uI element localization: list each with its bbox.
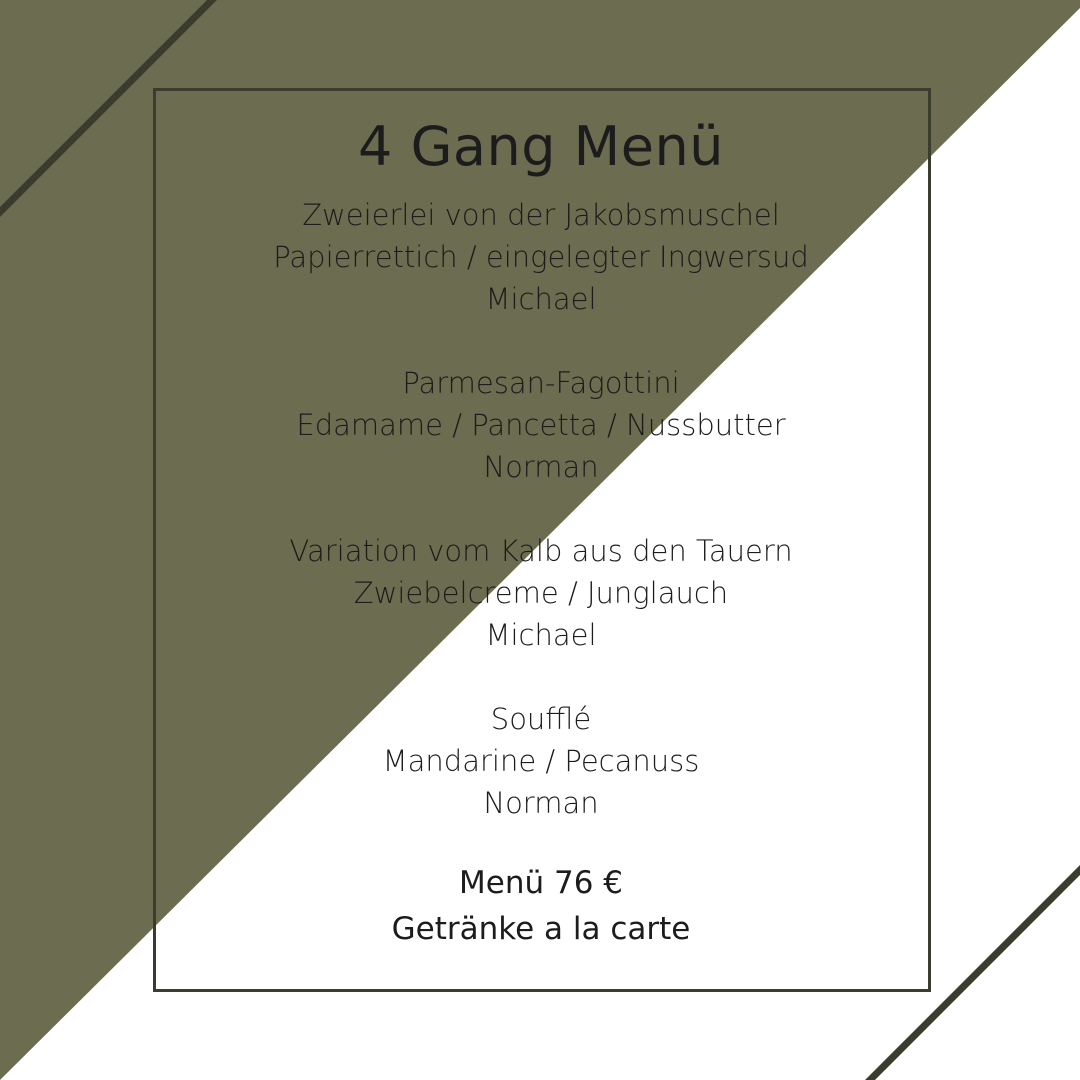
drinks-note: Getränke a la carte: [391, 911, 691, 947]
course-3-dish: Variation vom Kalb aus den Tauern: [289, 534, 793, 568]
course-2-dish: Parmesan-Fagottini: [402, 366, 680, 400]
course-4-dish: Soufflé: [490, 702, 592, 736]
course-3-garnish: Zwiebelcreme / Junglauch: [353, 576, 729, 610]
course-3: [153, 530, 929, 656]
course-2-chef: Norman: [483, 450, 599, 484]
menu-title: 4 Gang Menü: [358, 115, 724, 178]
course-2-garnish: Edamame / Pancetta / Nussbutter: [296, 408, 786, 442]
pricing: [153, 860, 929, 952]
course-1-dish: Zweierlei von der Jakobsmuschel: [302, 198, 780, 232]
menu-price: Menü 76 €: [459, 865, 623, 901]
course-2: [153, 362, 929, 488]
course-1: [153, 194, 929, 320]
course-4-garnish: Mandarine / Pecanuss: [382, 744, 700, 778]
menu-content: [153, 88, 929, 952]
course-4: [153, 698, 929, 824]
course-1-garnish: Papierrettich / eingelegter Ingwersud: [273, 240, 809, 274]
course-4-chef: Norman: [483, 786, 599, 820]
course-1-chef: Michael: [485, 282, 597, 316]
course-3-chef: Michael: [485, 618, 597, 652]
